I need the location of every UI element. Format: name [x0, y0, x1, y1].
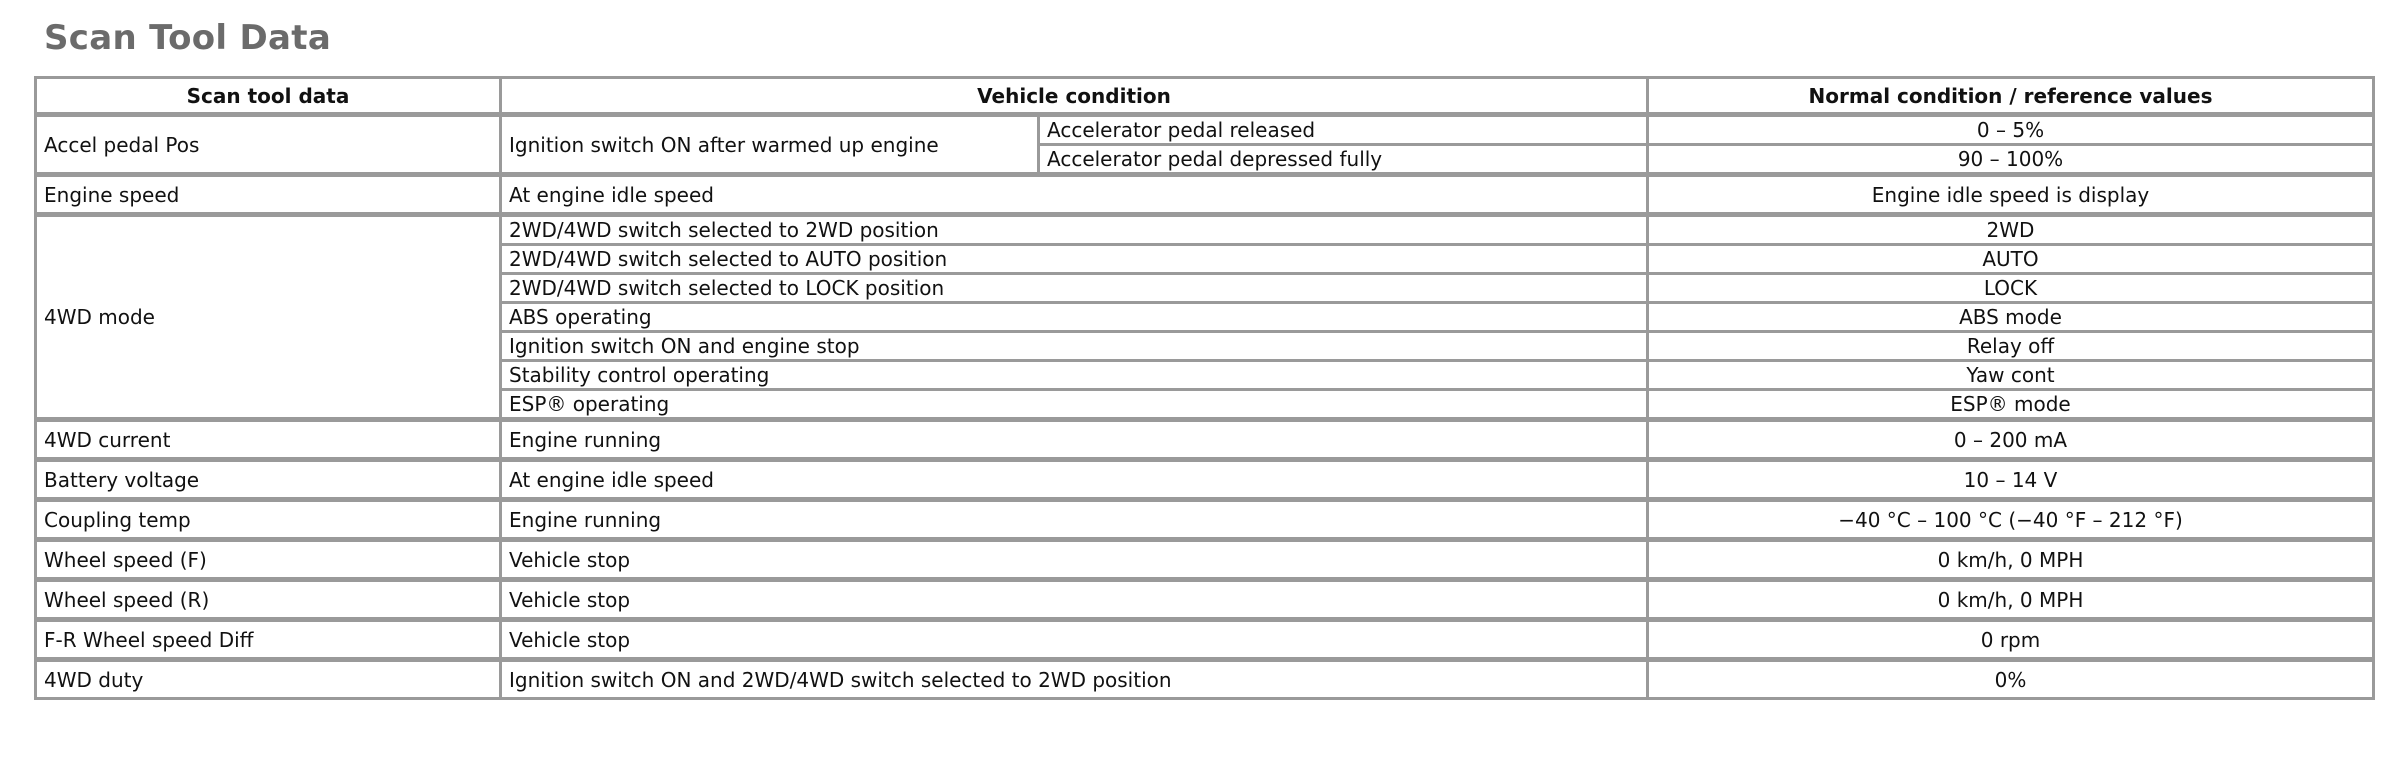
- item-cell: Coupling temp: [36, 500, 501, 540]
- item-cell: Wheel speed (R): [36, 580, 501, 620]
- item-cell: Engine speed: [36, 175, 501, 215]
- reference-cell: 0 – 5%: [1648, 115, 2374, 145]
- reference-cell: Engine idle speed is display: [1648, 175, 2374, 215]
- reference-cell: LOCK: [1648, 274, 2374, 303]
- table-row: [36, 215, 2374, 245]
- header-reference-values: Normal condition / reference values: [1648, 78, 2374, 115]
- page-title: Scan Tool Data: [44, 18, 332, 58]
- header-scan-tool-data: Scan tool data: [36, 78, 501, 115]
- condition-cell: At engine idle speed: [501, 460, 1648, 500]
- condition-cell: Ignition switch ON and 2WD/4WD switch selected to 2WD position: [501, 660, 1648, 699]
- item-cell: Battery voltage: [36, 460, 501, 500]
- reference-cell: 0 km/h, 0 MPH: [1648, 540, 2374, 580]
- table-row: [36, 175, 2374, 215]
- item-cell: 4WD duty: [36, 660, 501, 699]
- sub-condition-cell: Accelerator pedal depressed fully: [1039, 145, 1648, 175]
- table-row: [36, 660, 2374, 699]
- item-cell: F-R Wheel speed Diff: [36, 620, 501, 660]
- table-row: [36, 540, 2374, 580]
- condition-cell: ABS operating: [501, 303, 1648, 332]
- condition-cell: 2WD/4WD switch selected to 2WD position: [501, 215, 1648, 245]
- reference-cell: ABS mode: [1648, 303, 2374, 332]
- reference-cell: 90 – 100%: [1648, 145, 2374, 175]
- sub-condition-cell: Accelerator pedal released: [1039, 115, 1648, 145]
- item-cell: 4WD current: [36, 420, 501, 460]
- condition-cell: Vehicle stop: [501, 540, 1648, 580]
- reference-cell: Relay off: [1648, 332, 2374, 361]
- table-row: [36, 420, 2374, 460]
- reference-cell: Yaw cont: [1648, 361, 2374, 390]
- scan-tool-data-table: [34, 76, 2375, 700]
- reference-cell: ESP® mode: [1648, 390, 2374, 420]
- item-cell: 4WD mode: [36, 215, 501, 420]
- condition-cell: Stability control operating: [501, 361, 1648, 390]
- condition-cell: Engine running: [501, 500, 1648, 540]
- reference-cell: −40 °C – 100 °C (−40 °F – 212 °F): [1648, 500, 2374, 540]
- reference-cell: 2WD: [1648, 215, 2374, 245]
- reference-cell: 10 – 14 V: [1648, 460, 2374, 500]
- reference-cell: 0 km/h, 0 MPH: [1648, 580, 2374, 620]
- condition-cell: At engine idle speed: [501, 175, 1648, 215]
- reference-cell: 0%: [1648, 660, 2374, 699]
- condition-cell: Ignition switch ON and engine stop: [501, 332, 1648, 361]
- table-row: [36, 115, 2374, 145]
- condition-cell: ESP® operating: [501, 390, 1648, 420]
- table-row: [36, 500, 2374, 540]
- header-vehicle-condition: Vehicle condition: [501, 78, 1648, 115]
- reference-cell: 0 rpm: [1648, 620, 2374, 660]
- condition-cell: Vehicle stop: [501, 580, 1648, 620]
- item-cell: Wheel speed (F): [36, 540, 501, 580]
- reference-cell: AUTO: [1648, 245, 2374, 274]
- condition-cell: Engine running: [501, 420, 1648, 460]
- condition-cell: 2WD/4WD switch selected to AUTO position: [501, 245, 1648, 274]
- condition-cell: Vehicle stop: [501, 620, 1648, 660]
- condition-cell: Ignition switch ON after warmed up engine: [501, 115, 1039, 175]
- table-header-row: [36, 78, 2374, 115]
- condition-cell: 2WD/4WD switch selected to LOCK position: [501, 274, 1648, 303]
- table-row: [36, 620, 2374, 660]
- table-row: [36, 460, 2374, 500]
- reference-cell: 0 – 200 mA: [1648, 420, 2374, 460]
- table-row: [36, 580, 2374, 620]
- item-cell: Accel pedal Pos: [36, 115, 501, 175]
